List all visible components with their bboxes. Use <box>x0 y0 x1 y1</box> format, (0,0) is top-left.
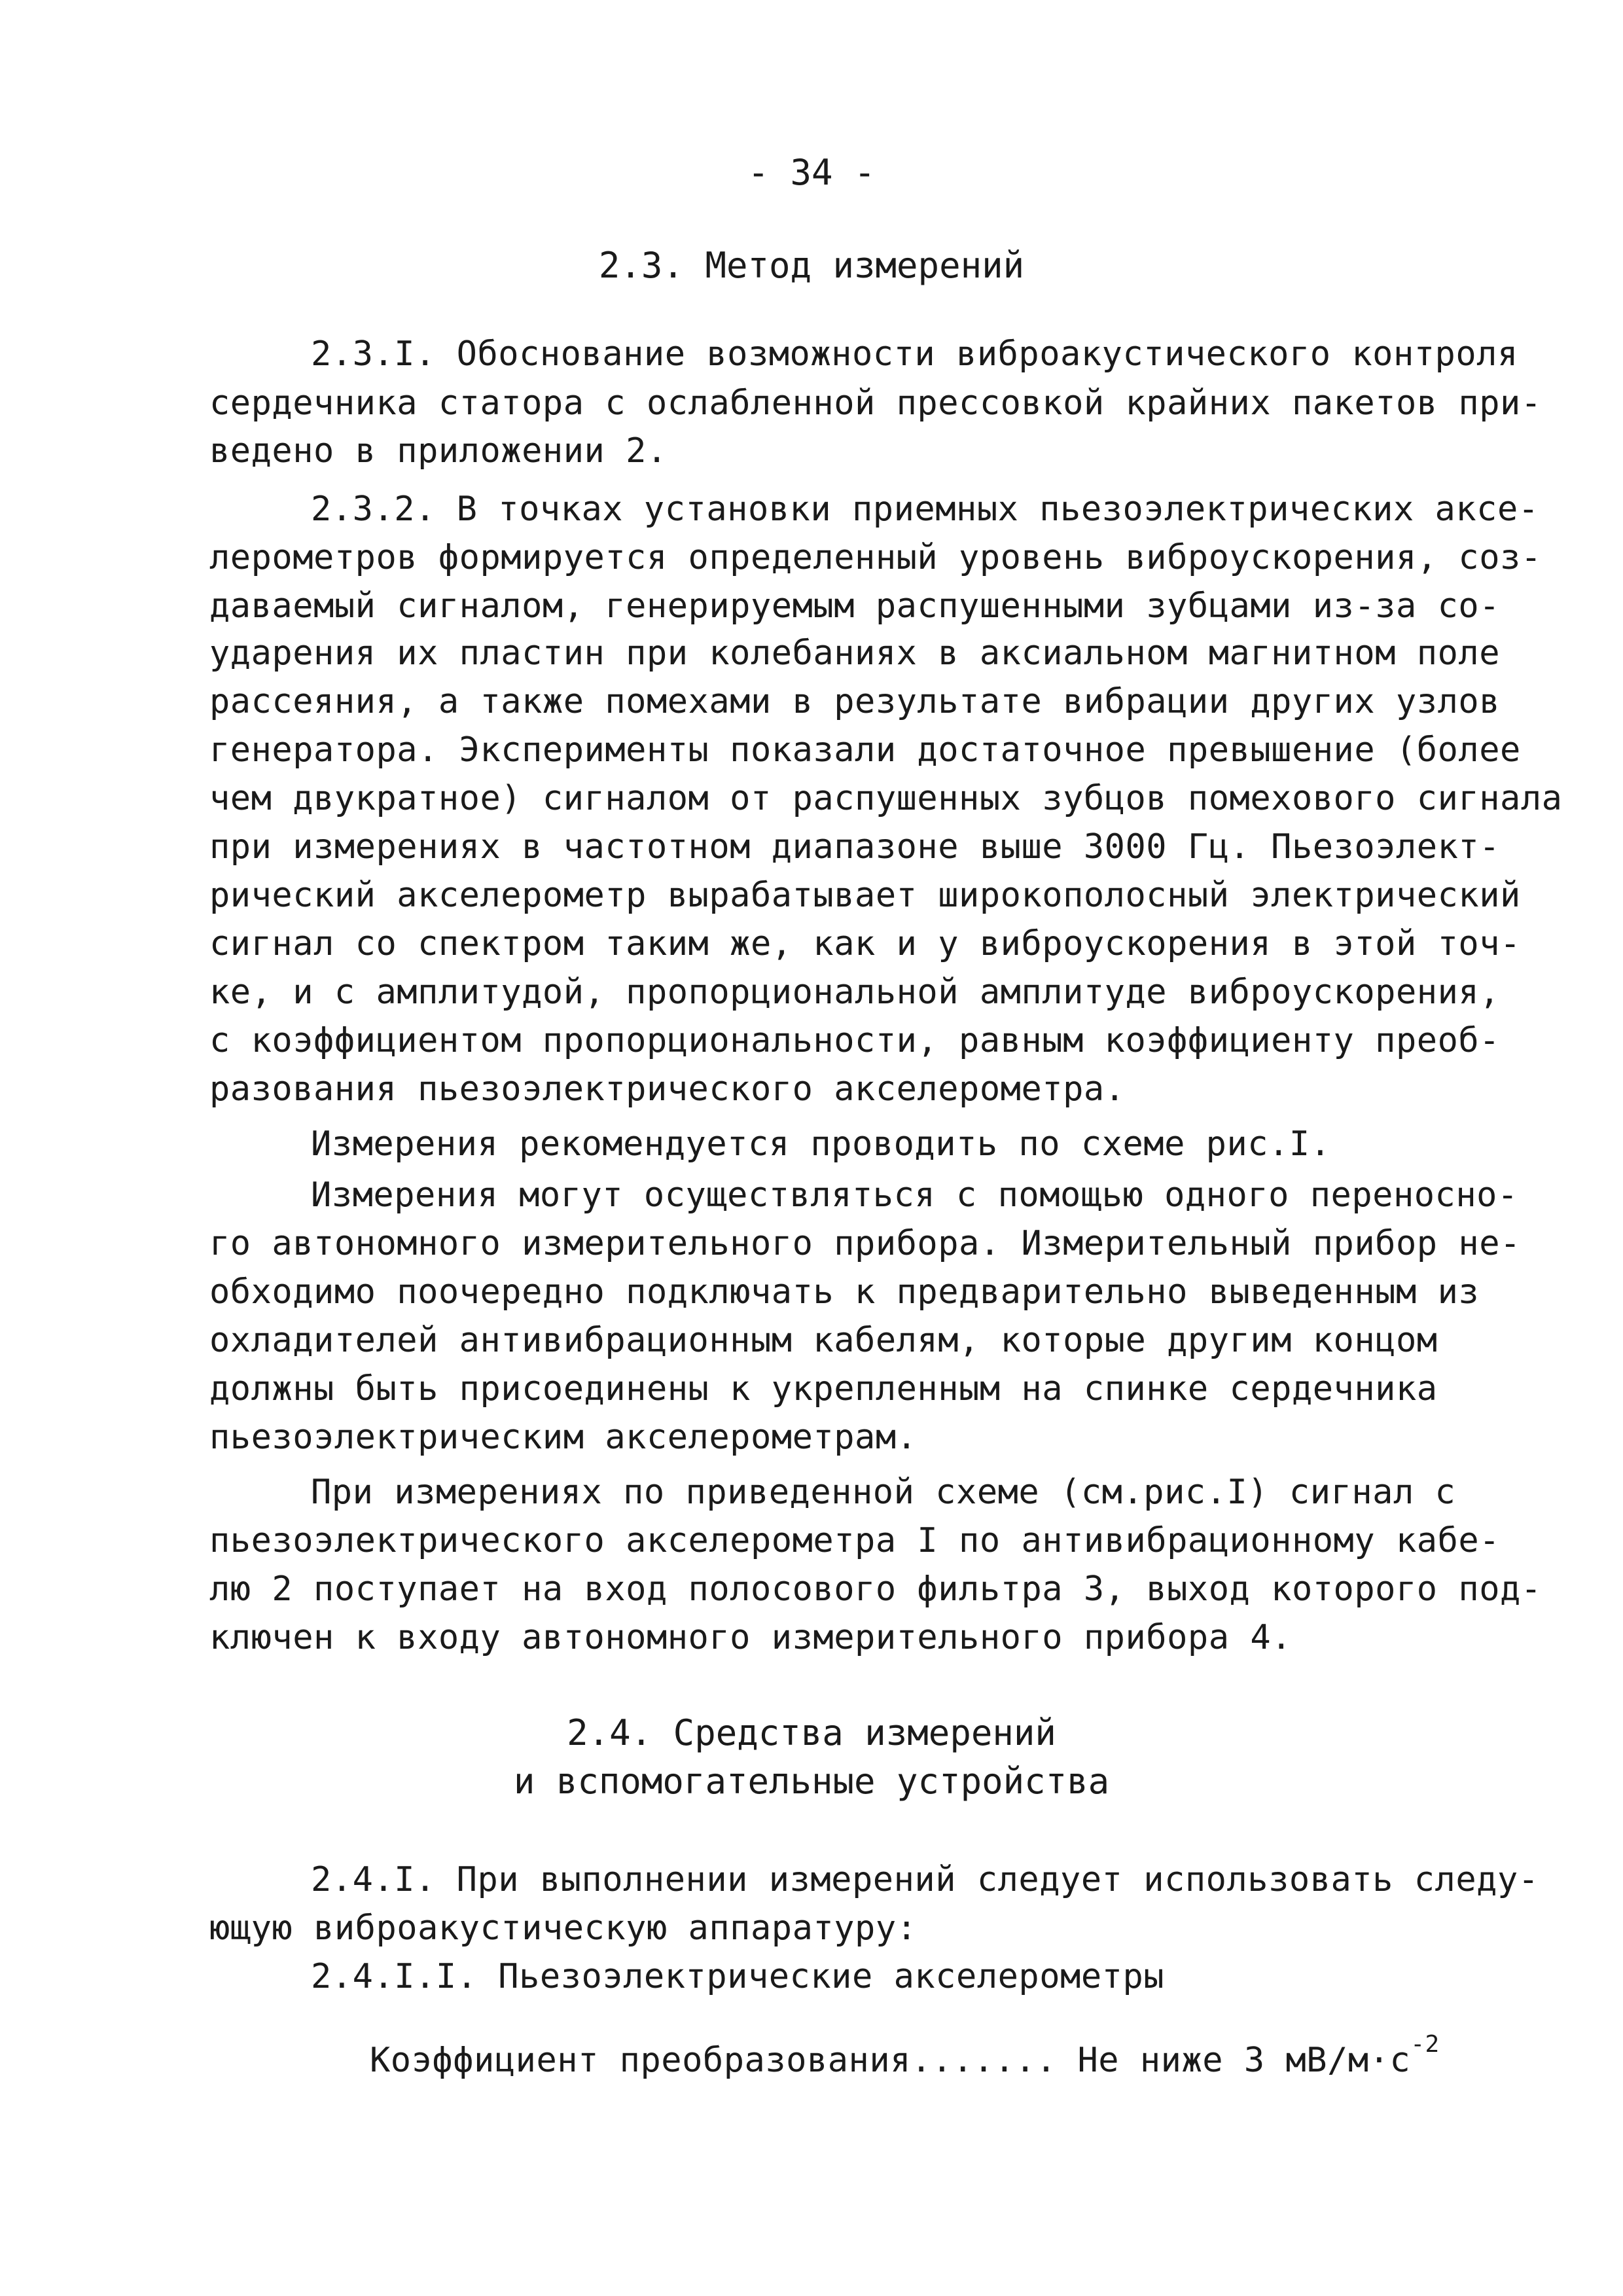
paragraph-2-3-2-line: чем двукратное) сигналом от распушенных зубцов помехового сигнала <box>209 779 1563 818</box>
paragraph-2-3-2-line: даваемый сигналом, генерируемым распушенными зубцами из-за со- <box>209 586 1501 626</box>
paragraph-scheme-line: При измерениях по приведенной схеме (см.рис.I) сигнал с <box>311 1473 1456 1512</box>
paragraph-scheme-reference: Измерения рекомендуется проводить по схеме рис.I. <box>311 1124 1331 1164</box>
paragraph-measurements-line: го автономного измерительного прибора. Измерительный прибор не- <box>209 1224 1521 1263</box>
spec-exponent: -2 <box>1410 2031 1440 2058</box>
paragraph-2-3-1-line: сердечника статора с ослабленной прессовкой крайних пакетов при- <box>209 384 1542 423</box>
paragraph-2-3-2-line: сигнал со спектром таким же, как и у виброускорения в этой точ- <box>209 924 1521 963</box>
item-2-4-1-1: 2.4.I.I. Пьезоэлектрические акселерометры <box>311 1957 1165 1996</box>
paragraph-2-4-1-line: ющую виброакустическую аппаратуру: <box>209 1909 918 1948</box>
paragraph-2-3-2-line: с коэффициентом пропорциональности, равным коэффициенту преоб- <box>209 1021 1501 1060</box>
spec-value: Не ниже 3 мВ/м·с <box>1077 2041 1411 2080</box>
section-2-4-title-line: 2.4. Средства измерений <box>567 1712 1056 1753</box>
spec-label: Коэффициент преобразования....... <box>370 2041 1057 2080</box>
paragraph-measurements-line: охладителей антивибрационным кабелям, которые другим концом <box>209 1321 1438 1360</box>
page-number: - 34 - <box>747 152 876 193</box>
paragraph-2-3-2-line: при измерениях в частотном диапазоне выше 3000 Гц. Пьезоэлект- <box>209 827 1501 867</box>
paragraph-2-3-2-line: рический акселерометр вырабатывает широкополосный электрический <box>209 876 1521 915</box>
paragraph-scheme-line: ключен к входу автономного измерительного прибора 4. <box>209 1618 1292 1657</box>
paragraph-measurements-line: пьезоэлектрическим акселерометрам. <box>209 1418 918 1457</box>
section-2-3-title: 2.3. Метод измерений <box>598 245 1025 286</box>
paragraph-measurements-line: Измерения могут осуществляться с помощью одного переносно- <box>311 1175 1518 1215</box>
paragraph-scheme-line: пьезоэлектрического акселерометра I по антивибрационному кабе- <box>209 1521 1501 1560</box>
paragraph-scheme-line: лю 2 поступает на вход полосового фильтра 3, выход которого под- <box>209 1570 1542 1609</box>
paragraph-2-3-1-line: ведено в приложении 2. <box>209 431 668 471</box>
paragraph-2-3-2-line: 2.3.2. В точках установки приемных пьезоэлектрических аксе- <box>311 490 1539 529</box>
paragraph-2-3-2-line: ке, и с амплитудой, пропорциональной амплитуде виброускорения, <box>209 973 1501 1012</box>
paragraph-measurements-line: обходимо поочередно подключать к предварительно выведенным из <box>209 1272 1480 1312</box>
paragraph-2-3-1-line: 2.3.I. Обоснование возможности виброакустического контроля <box>311 334 1518 374</box>
paragraph-2-3-2-line: лерометров формируется определенный уровень виброускорения, соз- <box>209 538 1542 577</box>
paragraph-2-3-2-line: генератора. Эксперименты показали достаточное превышение (более <box>209 730 1521 770</box>
paragraph-2-3-2-line: разования пьезоэлектрического акселерометра. <box>209 1069 1126 1109</box>
paragraph-2-3-2-line: ударения их пластин при колебаниях в аксиальном магнитном поле <box>209 634 1501 673</box>
paragraph-2-3-2-line: рассеяния, а также помехами в результате вибрации других узлов <box>209 682 1501 721</box>
paragraph-2-4-1-line: 2.4.I. При выполнении измерений следует использовать следу- <box>311 1860 1539 1899</box>
paragraph-measurements-line: должны быть присоединены к укрепленным на спинке сердечника <box>209 1369 1438 1408</box>
spec-line <box>370 2021 1623 2084</box>
section-2-4-title-line: и вспомогательные устройства <box>513 1761 1110 1802</box>
